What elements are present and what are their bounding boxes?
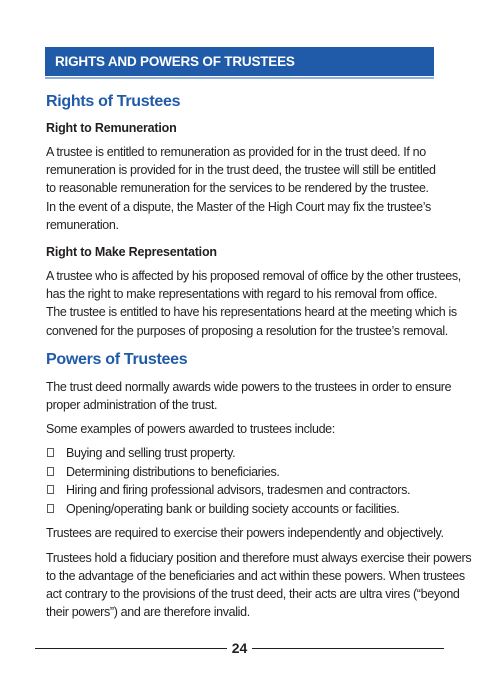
powers-list (46, 444, 438, 518)
square-bullet-icon (47, 467, 54, 476)
remuneration-heading: Right to Remuneration (46, 121, 177, 135)
list-item (46, 463, 438, 482)
section-title: RIGHTS AND POWERS OF TRUSTEES (55, 54, 295, 69)
text-line: A trustee is entitled to remuneration as provided for in the trust deed. If no (46, 145, 426, 159)
text-line: their powers”) and are therefore invalid. (46, 605, 250, 620)
text-line: convened for the purposes of proposing a resolution for the trustee’s removal. (46, 323, 448, 338)
list-item (46, 481, 438, 500)
list-item-text: Determining distributions to beneficiaries. (66, 464, 280, 479)
list-item (46, 444, 438, 463)
list-item-text: Hiring and firing professional advisors, tradesmen and contractors. (66, 483, 411, 498)
independence-paragraph: Trustees are required to exercise their powers independently and objectively. (46, 526, 444, 541)
text-line: The trust deed normally awards wide powers to the trustees in order to ensure (46, 379, 452, 394)
text-line: proper administration of the trust. (46, 398, 218, 413)
text-line: to reasonable remuneration for the services to be rendered by the trustee. (46, 181, 429, 196)
text-line: Trustees hold a fiduciary position and therefore must always exercise their powers (46, 550, 472, 565)
text-line: remuneration is provided for in the trust deed, the trustee will still be entitled (46, 163, 436, 178)
text-line: In the event of a dispute, the Master of the High Court may fix the trustee’s (46, 199, 431, 214)
fiduciary-paragraph (46, 549, 472, 622)
text-line: A trustee who is affected by his proposed removal of office by the other trustees, (46, 269, 461, 284)
text-line: has the right to make representations with regard to his removal from office. (46, 287, 438, 302)
text-line: to the advantage of the beneficiaries and act within these powers. When trustees (46, 568, 465, 583)
square-bullet-icon (47, 485, 54, 494)
text-line: The trustee is entitled to have his representations heard at the meeting which is (46, 305, 457, 320)
examples-intro: Some examples of powers awarded to trustees include: (46, 422, 335, 437)
square-bullet-icon (47, 448, 54, 457)
square-bullet-icon (47, 504, 54, 513)
powers-heading: Powers of Trustees (46, 350, 188, 368)
banner-underline (45, 77, 434, 79)
page-content (46, 92, 472, 627)
footer-rule-left (35, 648, 227, 649)
rights-heading: Rights of Trustees (46, 93, 181, 110)
powers-intro-paragraph (46, 378, 452, 414)
page-footer (35, 637, 444, 659)
section-banner (45, 47, 434, 76)
representation-paragraph (46, 267, 461, 340)
text-line: act contrary to the provisions of the trust deed, their acts are ultra vires (“beyond (46, 587, 460, 602)
page-number: 24 (231, 640, 248, 656)
list-item-text: Opening/operating bank or building society accounts or facilities. (66, 501, 400, 516)
list-item (46, 500, 438, 519)
footer-rule-right (252, 648, 444, 649)
text-line: remuneration. (46, 217, 119, 232)
representation-heading: Right to Make Representation (46, 245, 217, 260)
list-item-text: Buying and selling trust property. (66, 446, 236, 461)
remuneration-paragraph (46, 143, 438, 234)
